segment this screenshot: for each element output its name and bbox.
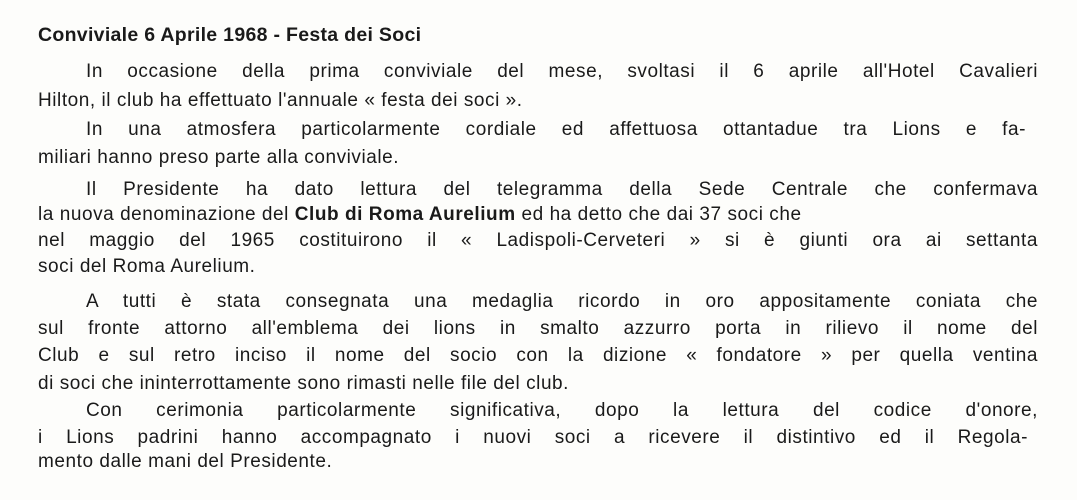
paragraph-3-line-2-start: la nuova denominazione del — [38, 204, 295, 225]
paragraph-4-line-4: di soci che ininterrottamente sono rimasti nelle file del club. — [38, 373, 570, 394]
paragraph-5-line-1: Con cerimonia particolarmente significativa, dopo la lettura del codice d'onore, — [86, 401, 1038, 421]
paragraph-3-line-4: soci del Roma Aurelium. — [38, 256, 256, 277]
paragraph-2-line-2: miliari hanno preso parte alla conviviale. — [38, 147, 400, 168]
paragraph-5-line-3: mento dalle mani del Presidente. — [38, 451, 333, 472]
club-name: Club di Roma Aurelium — [294, 204, 516, 225]
paragraph-4-line-1: A tutti è stata consegnata una medaglia ricordo in oro appositamente coniata che — [86, 292, 1038, 312]
paragraph-4-line-2: sul fronte attorno all'emblema dei lions in smalto azzurro porta in rilievo il nome del — [38, 319, 1038, 339]
paragraph-3-line-2-end: ed ha detto che dai 37 soci che — [515, 204, 802, 225]
paragraph-1-line-2: Hilton, il club ha effettuato l'annuale « festa dei soci ». — [38, 90, 523, 111]
paragraph-3-line-3: nel maggio del 1965 costituirono il « Ladispoli-Cerveteri » si è giunti ora ai settanta — [38, 231, 1038, 251]
paragraph-3-line-1: Il Presidente ha dato lettura del telegramma della Sede Centrale che confermava — [86, 180, 1038, 200]
paragraph-4-line-3: Club e sul retro inciso il nome del socio con la dizione « fondatore » per quella ventina — [38, 346, 1038, 366]
article-title: Conviviale 6 Aprile 1968 - Festa dei Soci — [38, 24, 422, 46]
paragraph-3-line-2 — [38, 205, 1038, 224]
paragraph-5-line-2: i Lions padrini hanno accompagnato i nuovi soci a ricevere il distintivo ed il Regola- — [38, 428, 1028, 448]
paragraph-1-line-1: In occasione della prima conviviale del mese, svoltasi il 6 aprile all'Hotel Cavalieri — [86, 62, 1038, 82]
paragraph-2-line-1: In una atmosfera particolarmente cordiale ed affettuosa ottantadue tra Lions e fa- — [86, 120, 1026, 140]
